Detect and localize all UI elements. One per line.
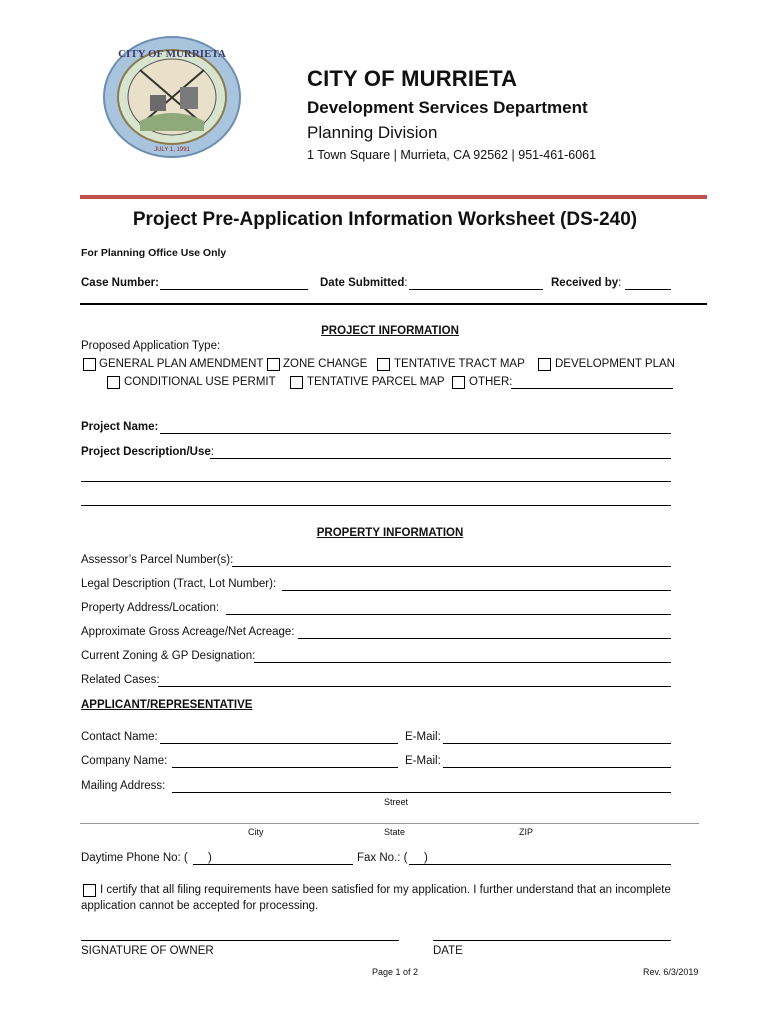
zone-change-label: ZONE CHANGE bbox=[283, 358, 368, 370]
state-caption: State bbox=[384, 827, 406, 837]
date-submitted-field[interactable] bbox=[409, 289, 543, 290]
apn-field[interactable] bbox=[232, 566, 671, 567]
date-submitted-label: Date Submitted: bbox=[320, 277, 408, 289]
project-description-field[interactable] bbox=[210, 458, 671, 459]
owner-signature-field[interactable] bbox=[81, 940, 399, 941]
mailing-address-label: Mailing Address: bbox=[81, 780, 166, 792]
other-field[interactable] bbox=[511, 388, 673, 389]
development-plan-label: DEVELOPMENT PLAN bbox=[555, 358, 675, 370]
fax-field[interactable] bbox=[409, 864, 671, 865]
legal-description-label: Legal Description (Tract, Lot Number): bbox=[81, 578, 277, 590]
conditional-use-permit-label: CONDITIONAL USE PERMIT bbox=[124, 376, 276, 388]
received-by-field[interactable] bbox=[625, 289, 671, 290]
case-number-field[interactable] bbox=[160, 289, 308, 290]
email-label: E-Mail: bbox=[405, 731, 441, 743]
application-type-label: Proposed Application Type: bbox=[81, 340, 221, 352]
general-plan-amendment-label: GENERAL PLAN AMENDMENT bbox=[99, 358, 264, 370]
related-cases-field[interactable] bbox=[158, 686, 671, 687]
form-title: Project Pre-Application Information Worksheet (DS-240) bbox=[132, 209, 638, 230]
other-label: OTHER: bbox=[469, 376, 513, 388]
city-caption: City bbox=[248, 827, 264, 837]
phone-paren: ) bbox=[208, 852, 212, 864]
conditional-use-permit-checkbox[interactable] bbox=[107, 376, 120, 389]
signature-of-owner-label: SIGNATURE OF OWNER bbox=[81, 945, 214, 957]
email-field-2[interactable] bbox=[443, 767, 671, 768]
date-label: DATE bbox=[433, 945, 463, 957]
office-use-heading: For Planning Office Use Only bbox=[81, 247, 227, 259]
zoning-field[interactable] bbox=[254, 662, 671, 663]
tentative-tract-map-label: TENTATIVE TRACT MAP bbox=[394, 358, 525, 370]
daytime-phone-field[interactable] bbox=[193, 864, 353, 865]
received-by-label: Received by: bbox=[551, 277, 622, 289]
city-name: CITY OF MURRIETA bbox=[307, 66, 518, 91]
contact-name-label: Contact Name: bbox=[81, 731, 158, 743]
property-address-label: Property Address/Location: bbox=[81, 602, 220, 614]
project-info-heading: PROJECT INFORMATION bbox=[321, 325, 459, 337]
zoning-label: Current Zoning & GP Designation: bbox=[81, 650, 256, 662]
development-plan-checkbox[interactable] bbox=[538, 358, 551, 371]
city-address: 1 Town Square | Murrieta, CA 92562 | 951-461-6061 bbox=[307, 148, 597, 162]
email-label-2: E-Mail: bbox=[405, 755, 441, 767]
fax-paren: ) bbox=[424, 852, 428, 864]
department-name: Development Services Department bbox=[307, 98, 588, 117]
fax-label: Fax No.: ( bbox=[357, 852, 408, 864]
company-name-field[interactable] bbox=[172, 767, 398, 768]
company-name-label: Company Name: bbox=[81, 755, 168, 767]
zip-caption: ZIP bbox=[519, 827, 534, 837]
applicant-heading: APPLICANT/REPRESENTATIVE bbox=[81, 699, 253, 711]
acreage-label: Approximate Gross Acreage/Net Acreage: bbox=[81, 626, 295, 638]
case-number-label: Case Number: bbox=[81, 277, 159, 289]
property-address-field[interactable] bbox=[226, 614, 671, 615]
related-cases-label: Related Cases: bbox=[81, 674, 160, 686]
certification-text-line-1: I certify that all filing requirements have been satisfied for my application. I further understand that an incomplete bbox=[100, 884, 671, 896]
seal-text: CITY OF MURRIETA bbox=[118, 48, 226, 60]
city-seal-logo bbox=[100, 35, 245, 160]
project-description-line-3[interactable] bbox=[81, 505, 671, 506]
acreage-field[interactable] bbox=[298, 638, 671, 639]
tentative-parcel-map-checkbox[interactable] bbox=[290, 376, 303, 389]
mailing-street-field[interactable] bbox=[172, 792, 671, 793]
project-name-label: Project Name: bbox=[81, 421, 159, 433]
daytime-phone-label: Daytime Phone No: ( bbox=[81, 852, 188, 864]
apn-label: Assessor’s Parcel Number(s): bbox=[81, 554, 234, 566]
seal-date: JULY 1, 1991 bbox=[154, 147, 190, 153]
tentative-tract-map-checkbox[interactable] bbox=[377, 358, 390, 371]
project-description-label: Project Description/Use: bbox=[81, 446, 214, 458]
section-rule bbox=[80, 303, 707, 305]
certification-checkbox[interactable] bbox=[83, 884, 96, 897]
project-name-field[interactable] bbox=[160, 433, 671, 434]
property-info-heading: PROPERTY INFORMATION bbox=[316, 527, 464, 539]
contact-name-field[interactable] bbox=[160, 743, 398, 744]
project-description-line-2[interactable] bbox=[81, 481, 671, 482]
general-plan-amendment-checkbox[interactable] bbox=[83, 358, 96, 371]
tentative-parcel-map-label: TENTATIVE PARCEL MAP bbox=[307, 376, 445, 388]
revision-date: Rev. 6/3/2019 bbox=[643, 967, 699, 977]
mailing-city-state-zip-field[interactable] bbox=[80, 823, 699, 824]
legal-description-field[interactable] bbox=[282, 590, 671, 591]
division-name: Planning Division bbox=[307, 123, 438, 142]
signature-date-field[interactable] bbox=[433, 940, 671, 941]
street-caption: Street bbox=[384, 797, 409, 807]
email-field[interactable] bbox=[443, 743, 671, 744]
certification-text-line-2: application cannot be accepted for processing. bbox=[81, 900, 319, 912]
page-number: Page 1 of 2 bbox=[372, 967, 419, 977]
header-divider bbox=[80, 195, 707, 199]
other-checkbox[interactable] bbox=[452, 376, 465, 389]
zone-change-checkbox[interactable] bbox=[267, 358, 280, 371]
